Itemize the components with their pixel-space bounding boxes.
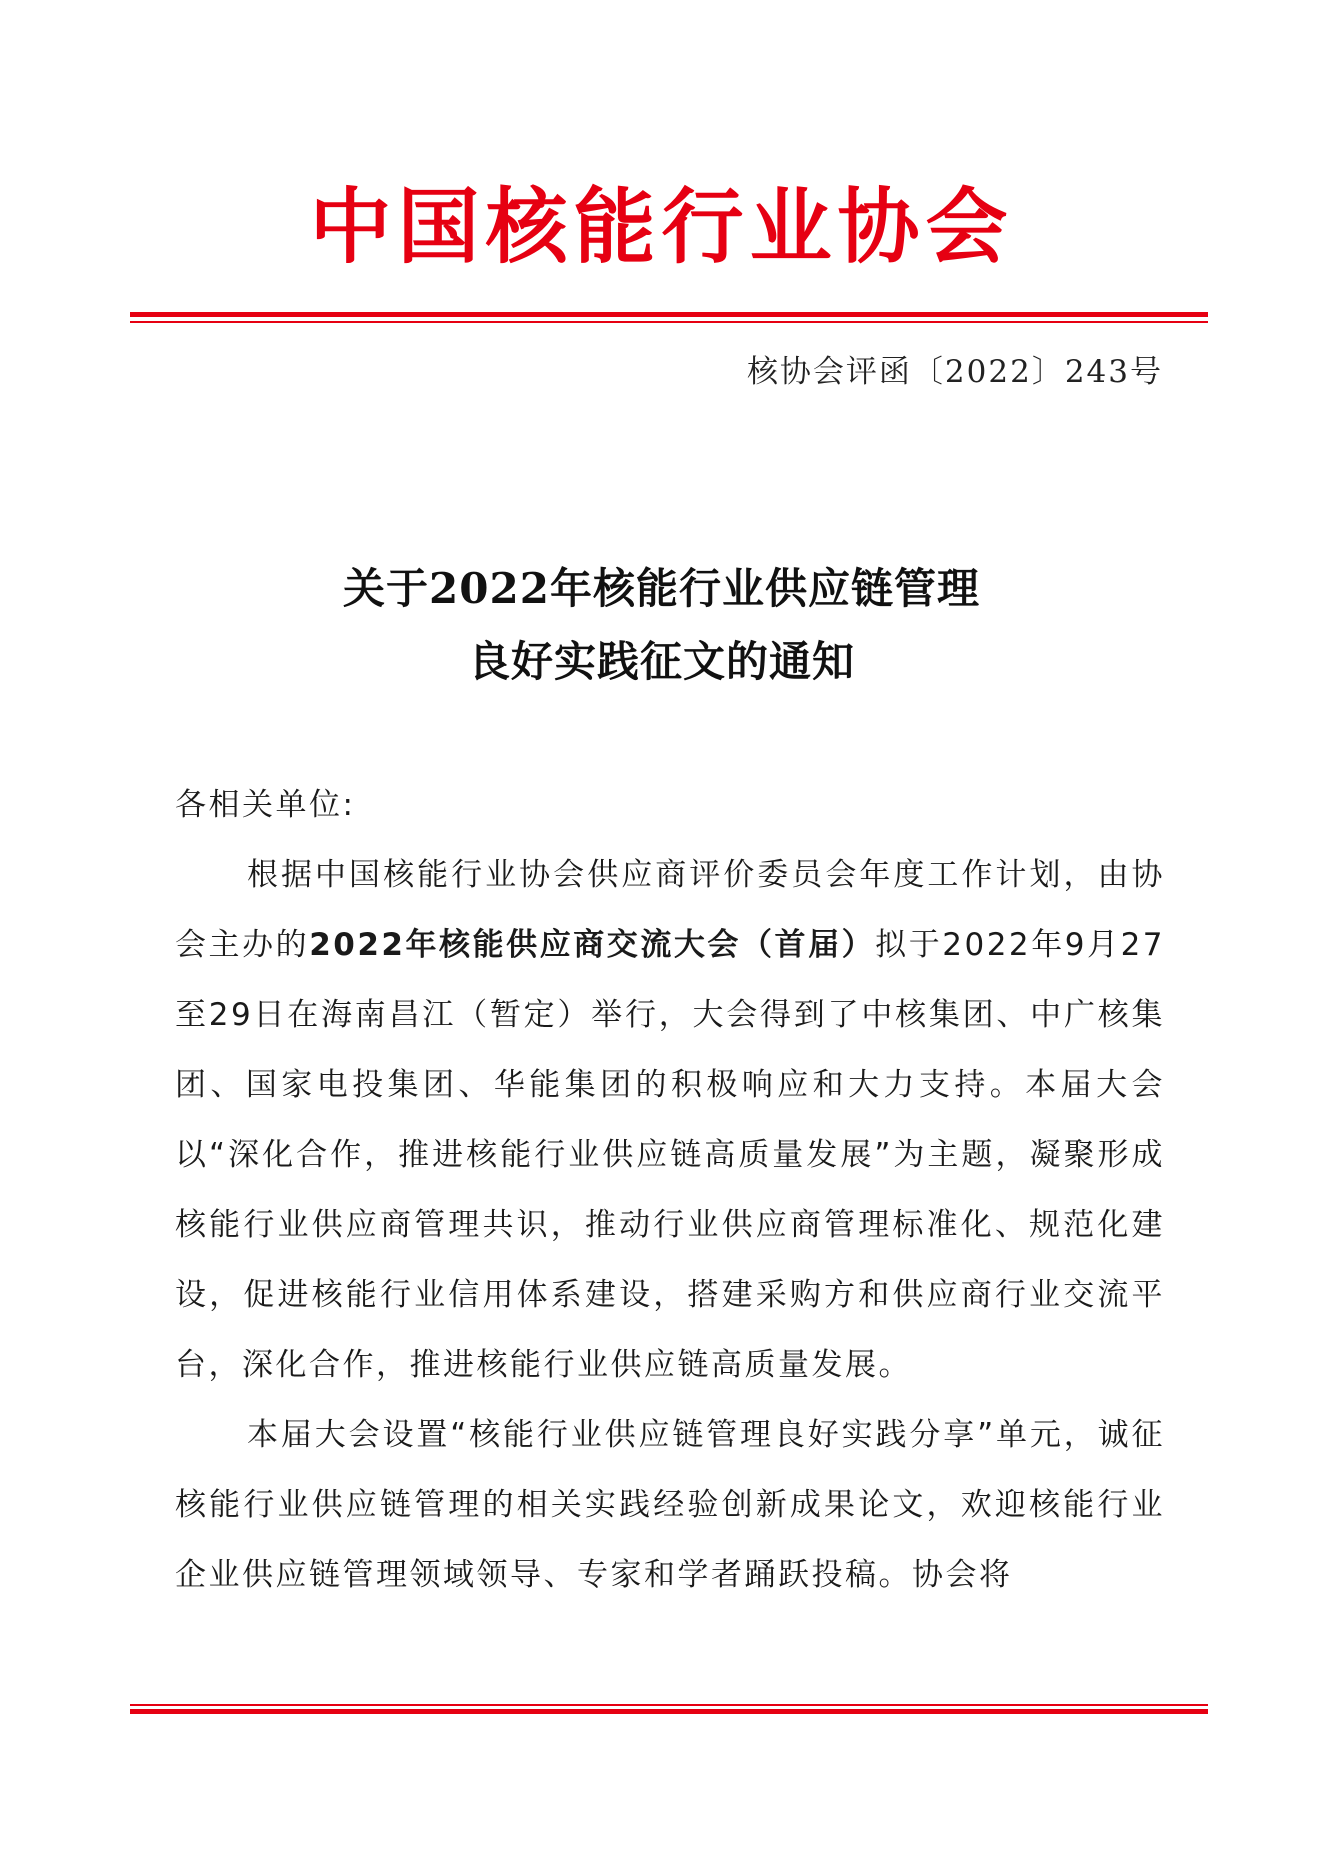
footer-rule-thin — [130, 1704, 1208, 1706]
title-line-1: 关于2022年核能行业供应链管理 — [343, 564, 980, 613]
paragraph-1-text-b: 拟于2022年9月27至29日在海南昌江（暂定）举行，大会得到了中核集团、中广核集团、国家电投集团、华能集团的积极响应和大力支持。本届大会以“深化合作，推进核能行业供应链高质量发展”为主题，凝聚形成核能行业供应商管理共识，推动行业供应商管理标准化、规范化建设，促进核能行业信用体系建设，搭建采购方和供应商行业交流平台，深化合作，推进核能行业供应链高质量发展。 — [175, 927, 1166, 1383]
document-number: 核协会评函〔2022〕243号 — [746, 354, 1163, 390]
footer-rule-thick — [130, 1709, 1208, 1714]
title-line-2: 良好实践征文的通知 — [467, 637, 855, 686]
salutation: 各相关单位: — [175, 787, 356, 823]
document-body — [175, 770, 1165, 1610]
document-title — [0, 552, 1323, 698]
header-rule-thin — [130, 321, 1208, 323]
organization-masthead: 中国核能行业协会 — [309, 180, 1014, 275]
paragraph-2: 本届大会设置“核能行业供应链管理良好实践分享”单元，诚征核能行业供应链管理的相关实践经验创新成果论文，欢迎核能行业企业供应链管理领域领导、专家和学者踊跃投稿。协会将 — [175, 1417, 1165, 1593]
paragraph-1 — [175, 840, 1165, 1400]
paragraph-1-text-a: 根据中国核能行业协会供应商评价委员会年度工作计划，由协会主办的 — [175, 857, 1165, 963]
conference-name: 2022年核能供应商交流大会（首届） — [309, 927, 876, 963]
header-rule-thick — [130, 312, 1208, 317]
